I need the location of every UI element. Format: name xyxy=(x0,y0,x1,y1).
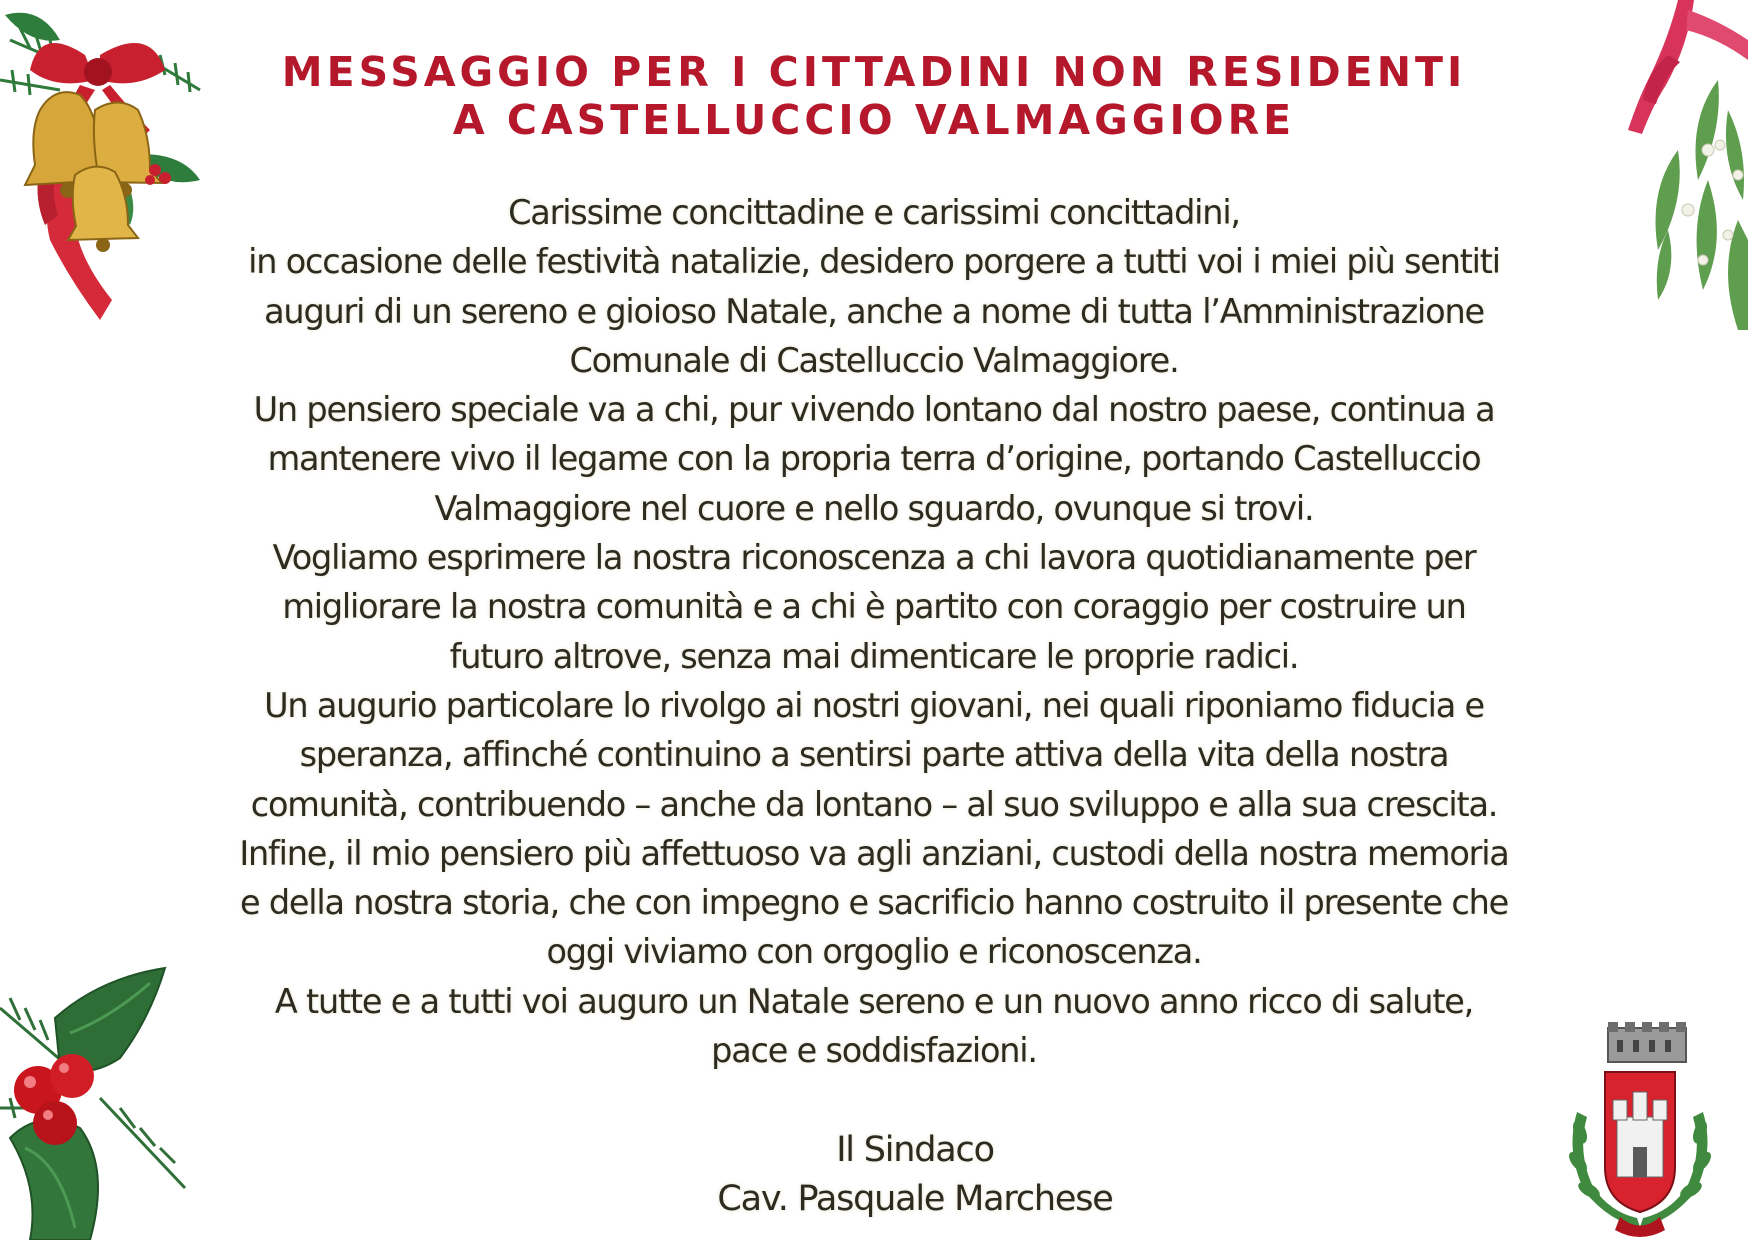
body-line: Infine, il mio pensiero più affettuoso va agli anziani, custodi della nostra memoria xyxy=(239,833,1509,873)
body-line: speranza, affinché continuino a sentirsi parte attiva della vita della nostra xyxy=(299,735,1449,775)
body-line: auguri di un sereno e gioioso Natale, anche a nome di tutta l’Amministrazione xyxy=(264,291,1484,331)
body-line: comunità, contribuendo – anche da lontano – al suo sviluppo e alla sua crescita. xyxy=(250,784,1498,824)
message-body xyxy=(150,188,1598,1075)
body-line: e della nostra storia, che con impegno e sacrificio hanno costruito il presente che xyxy=(239,883,1509,923)
body-line: mantenere vivo il legame con la propria terra d’origine, portando Castelluccio xyxy=(267,439,1481,479)
body-line: oggi viviamo con orgoglio e riconoscenza. xyxy=(546,932,1202,972)
body-line: Carissime concittadine e carissimi concittadini, xyxy=(508,193,1240,232)
body-line: Un augurio particolare lo rivolgo ai nostri giovani, nei quali riponiamo fiducia e xyxy=(264,685,1484,725)
title-line-2: A CASTELLUCCIO VALMAGGIORE xyxy=(452,96,1296,144)
body-line: migliorare la nostra comunità e a chi è partito con coraggio per costruire un xyxy=(282,587,1466,627)
body-line: Valmaggiore nel cuore e nello sguardo, ovunque si trovi. xyxy=(434,488,1314,528)
body-line: pace e soddisfazioni. xyxy=(711,1031,1037,1071)
body-line: Vogliamo esprimere la nostra riconoscenza a chi lavora quotidianamente per xyxy=(272,538,1476,578)
body-line: Un pensiero speciale va a chi, pur vivendo lontano dal nostro paese, continua a xyxy=(253,390,1495,430)
body-line: futuro altrove, senza mai dimenticare le proprie radici. xyxy=(449,636,1299,676)
signature-name: Cav. Pasquale Marchese xyxy=(717,1179,1113,1219)
page-title xyxy=(0,48,1748,144)
title-line-1: MESSAGGIO PER I CITTADINI NON RESIDENTI xyxy=(281,48,1467,96)
body-line: in occasione delle festività natalizie, desidero porgere a tutti voi i miei più sentiti xyxy=(248,242,1500,282)
signature-role: Il Sindaco xyxy=(836,1130,994,1170)
body-line: Comunale di Castelluccio Valmaggiore. xyxy=(569,340,1179,380)
body-line: A tutte e a tutti voi auguro un Natale sereno e un nuovo anno ricco di salute, xyxy=(274,981,1474,1021)
signature xyxy=(0,1126,1748,1224)
